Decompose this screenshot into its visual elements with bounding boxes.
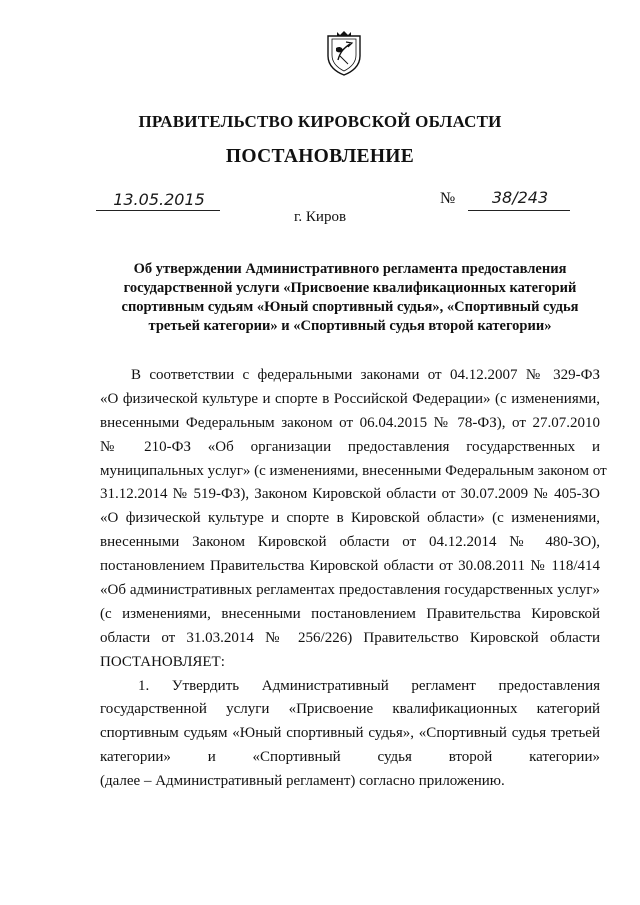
- item-line: 1. Утвердить Административный регламент предоставления: [138, 677, 600, 694]
- number-sign: №: [440, 190, 456, 207]
- subject-line: государственной услуги «Присвоение квалификационных категорий: [123, 280, 577, 296]
- preamble-line: муниципальных услуг» (с изменениями, внесенными Федеральным законом от: [100, 462, 607, 479]
- item-line: спортивным судьям «Юный спортивный судья», «Спортивный судья третьей: [100, 725, 600, 742]
- preamble-line: (с изменениями, внесенными постановлением Правительства Кировской: [100, 605, 600, 622]
- city-name: г. Киров: [293, 209, 347, 225]
- document-body: [100, 364, 607, 794]
- preamble-line: «Об административных регламентах предоставления государственных услуг»: [100, 582, 600, 599]
- document-subject: [100, 260, 600, 336]
- preamble-line: 31.12.2014 № 519-ФЗ), Законом Кировской области от 30.07.2009 № 405-ЗО: [100, 486, 600, 503]
- preamble-line: № 210-ФЗ «Об организации предоставления государственных и: [100, 438, 600, 455]
- preamble-line: постановлением Правительства Кировской области от 30.08.2011 № 118/414: [100, 558, 600, 575]
- subject-line: спортивным судьям «Юный спортивный судья», «Спортивный судья: [121, 299, 579, 315]
- subject-line: Об утверждении Административного регламента предоставления: [133, 261, 567, 277]
- preamble-line: области от 31.03.2014 № 256/226) Правительство Кировской области: [100, 629, 600, 646]
- subject-line: третьей категории» и «Спортивный судья второй категории»: [148, 318, 552, 334]
- preamble-line: внесенными Законом Кировской области от 04.12.2014 № 480-ЗО),: [100, 534, 600, 551]
- preamble-line: «О физической культуре и спорте в Кировской области» (с изменениями,: [100, 510, 600, 527]
- preamble-line: внесенными Федеральным законом от 06.04.2015 № 78-ФЗ), от 27.07.2010: [100, 414, 600, 431]
- item-line: государственной услуги «Присвоение квалификационных категорий: [100, 701, 600, 718]
- item-line: категории» и «Спортивный судья второй категории»: [100, 749, 600, 766]
- item-line: (далее – Административный регламент) согласно приложению.: [100, 773, 505, 790]
- resolution-keyword: ПОСТАНОВЛЯЕТ:: [100, 653, 225, 670]
- preamble-line: «О физической культуре и спорте в Российской Федерации» (с изменениями,: [100, 390, 600, 407]
- document-type: ПОСТАНОВЛЕНИЕ: [225, 146, 415, 167]
- government-name: ПРАВИТЕЛЬСТВО КИРОВСКОЙ ОБЛАСТИ: [138, 112, 502, 131]
- preamble-line: В соответствии с федеральными законами от 04.12.2007 № 329-ФЗ: [131, 367, 600, 383]
- coat-of-arms-icon: [326, 30, 362, 76]
- document-date: 13.05.2015: [113, 190, 205, 209]
- document-number: 38/243: [491, 188, 549, 207]
